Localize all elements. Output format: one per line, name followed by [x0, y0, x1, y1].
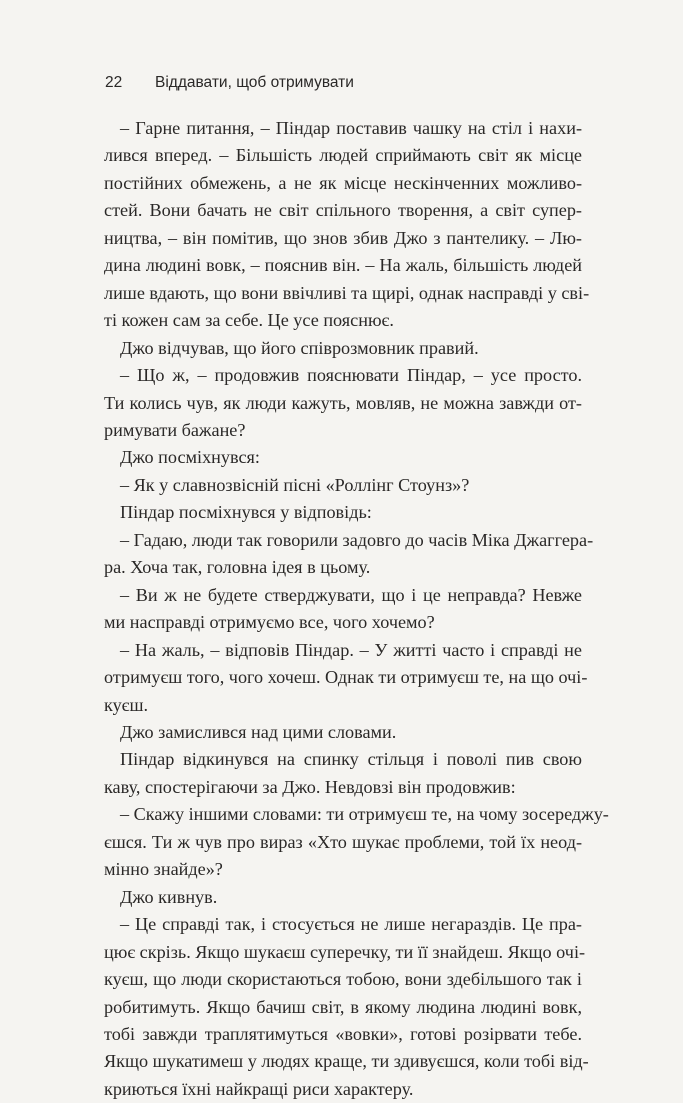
text-line: – Як у славнозвісній пісні «Роллінг Стоунз»?: [120, 474, 470, 495]
text-line: Джо посміхнувся:: [120, 447, 260, 468]
text-line: каву, спостерігаючи за Джо. Невдовзі він продовжив:: [104, 776, 516, 797]
body-text: [104, 115, 609, 1103]
text-line: ра. Хоча так, головна ідея в цьому.: [104, 557, 371, 578]
text-line: криються їхні найкращі риси характеру.: [104, 1078, 414, 1099]
text-line: лише вдають, що вони ввічливі та щирі, однак насправді у сві-: [104, 282, 590, 303]
text-line: Піндар посміхнувся у відповідь:: [120, 502, 372, 523]
text-line: – Ви ж не будете стверджувати, що і це неправда? Невже: [120, 584, 582, 605]
text-line: ництва, – він помітив, що знов збив Джо з пантелику. – Лю-: [104, 227, 582, 248]
text-line: – Скажу іншими словами: ти отримуєш те, на чому зосереджу-: [120, 804, 609, 825]
text-line: Джо замислився над цими словами.: [120, 721, 397, 742]
text-line: Джо кивнув.: [120, 886, 218, 907]
text-line: мінно знайде»?: [104, 859, 223, 880]
text-line: єшся. Ти ж чув про вираз «Хто шукає проблеми, той їх неод-: [104, 831, 582, 852]
text-line: римувати бажане?: [104, 419, 246, 440]
text-line: – Це справді так, і стосується не лише негараздів. Це пра-: [120, 914, 582, 935]
text-line: – На жаль, – відповів Піндар. – У житті часто і справді не: [120, 639, 582, 660]
text-line: Піндар відкинувся на спинку стільця і поволі пив свою: [120, 749, 582, 770]
running-title: Віддавати, щоб отримувати: [155, 74, 354, 91]
text-line: Джо відчував, що його співрозмовник правий.: [120, 337, 479, 358]
text-line: – Що ж, – продовжив пояснювати Піндар, – усе просто.: [120, 365, 582, 386]
text-line: куєш, що люди скористаються тобою, вони здебільшого так і: [104, 969, 582, 990]
running-head: [105, 74, 354, 92]
text-line: робитимуть. Якщо бачиш світ, в якому людина людині вовк,: [104, 996, 582, 1017]
text-line: Ти колись чув, як люди кажуть, мовляв, не можна завжди от-: [104, 392, 582, 413]
text-line: – Гарне питання, – Піндар поставив чашку на стіл і нахи-: [120, 118, 582, 138]
text-line: отримуєш того, чого хочеш. Однак ти отримуєш те, на що очі-: [104, 667, 588, 688]
text-line: постійних обмежень, а не як місце нескінченних можливо-: [104, 172, 582, 193]
text-line: цює скрізь. Якщо шукаєш суперечку, ти її знайдеш. Якщо очі-: [104, 941, 586, 962]
text-line: дина людині вовк, – пояснив він. – На жаль, більшість людей: [104, 255, 582, 276]
text-line: лився вперед. – Більшість людей сприймають світ як місце: [104, 145, 582, 166]
text-line: тобі завжди траплятимуться «вовки», готові розірвати тебе.: [104, 1023, 582, 1044]
text-line: ми насправді отримуємо все, чого хочемо?: [104, 612, 435, 633]
text-line: стей. Вони бачать не світ спільного творення, а світ супер-: [104, 200, 582, 221]
text-line: куєш.: [104, 694, 149, 715]
page-number: 22: [105, 74, 123, 91]
text-line: ті кожен сам за себе. Це усе пояснює.: [104, 310, 394, 331]
text-line: – Гадаю, люди так говорили задовго до часів Міка Джаггера-: [120, 529, 594, 550]
text-line: Якщо шукатимеш у людях краще, ти здивуєшся, коли тобі від-: [104, 1051, 589, 1072]
